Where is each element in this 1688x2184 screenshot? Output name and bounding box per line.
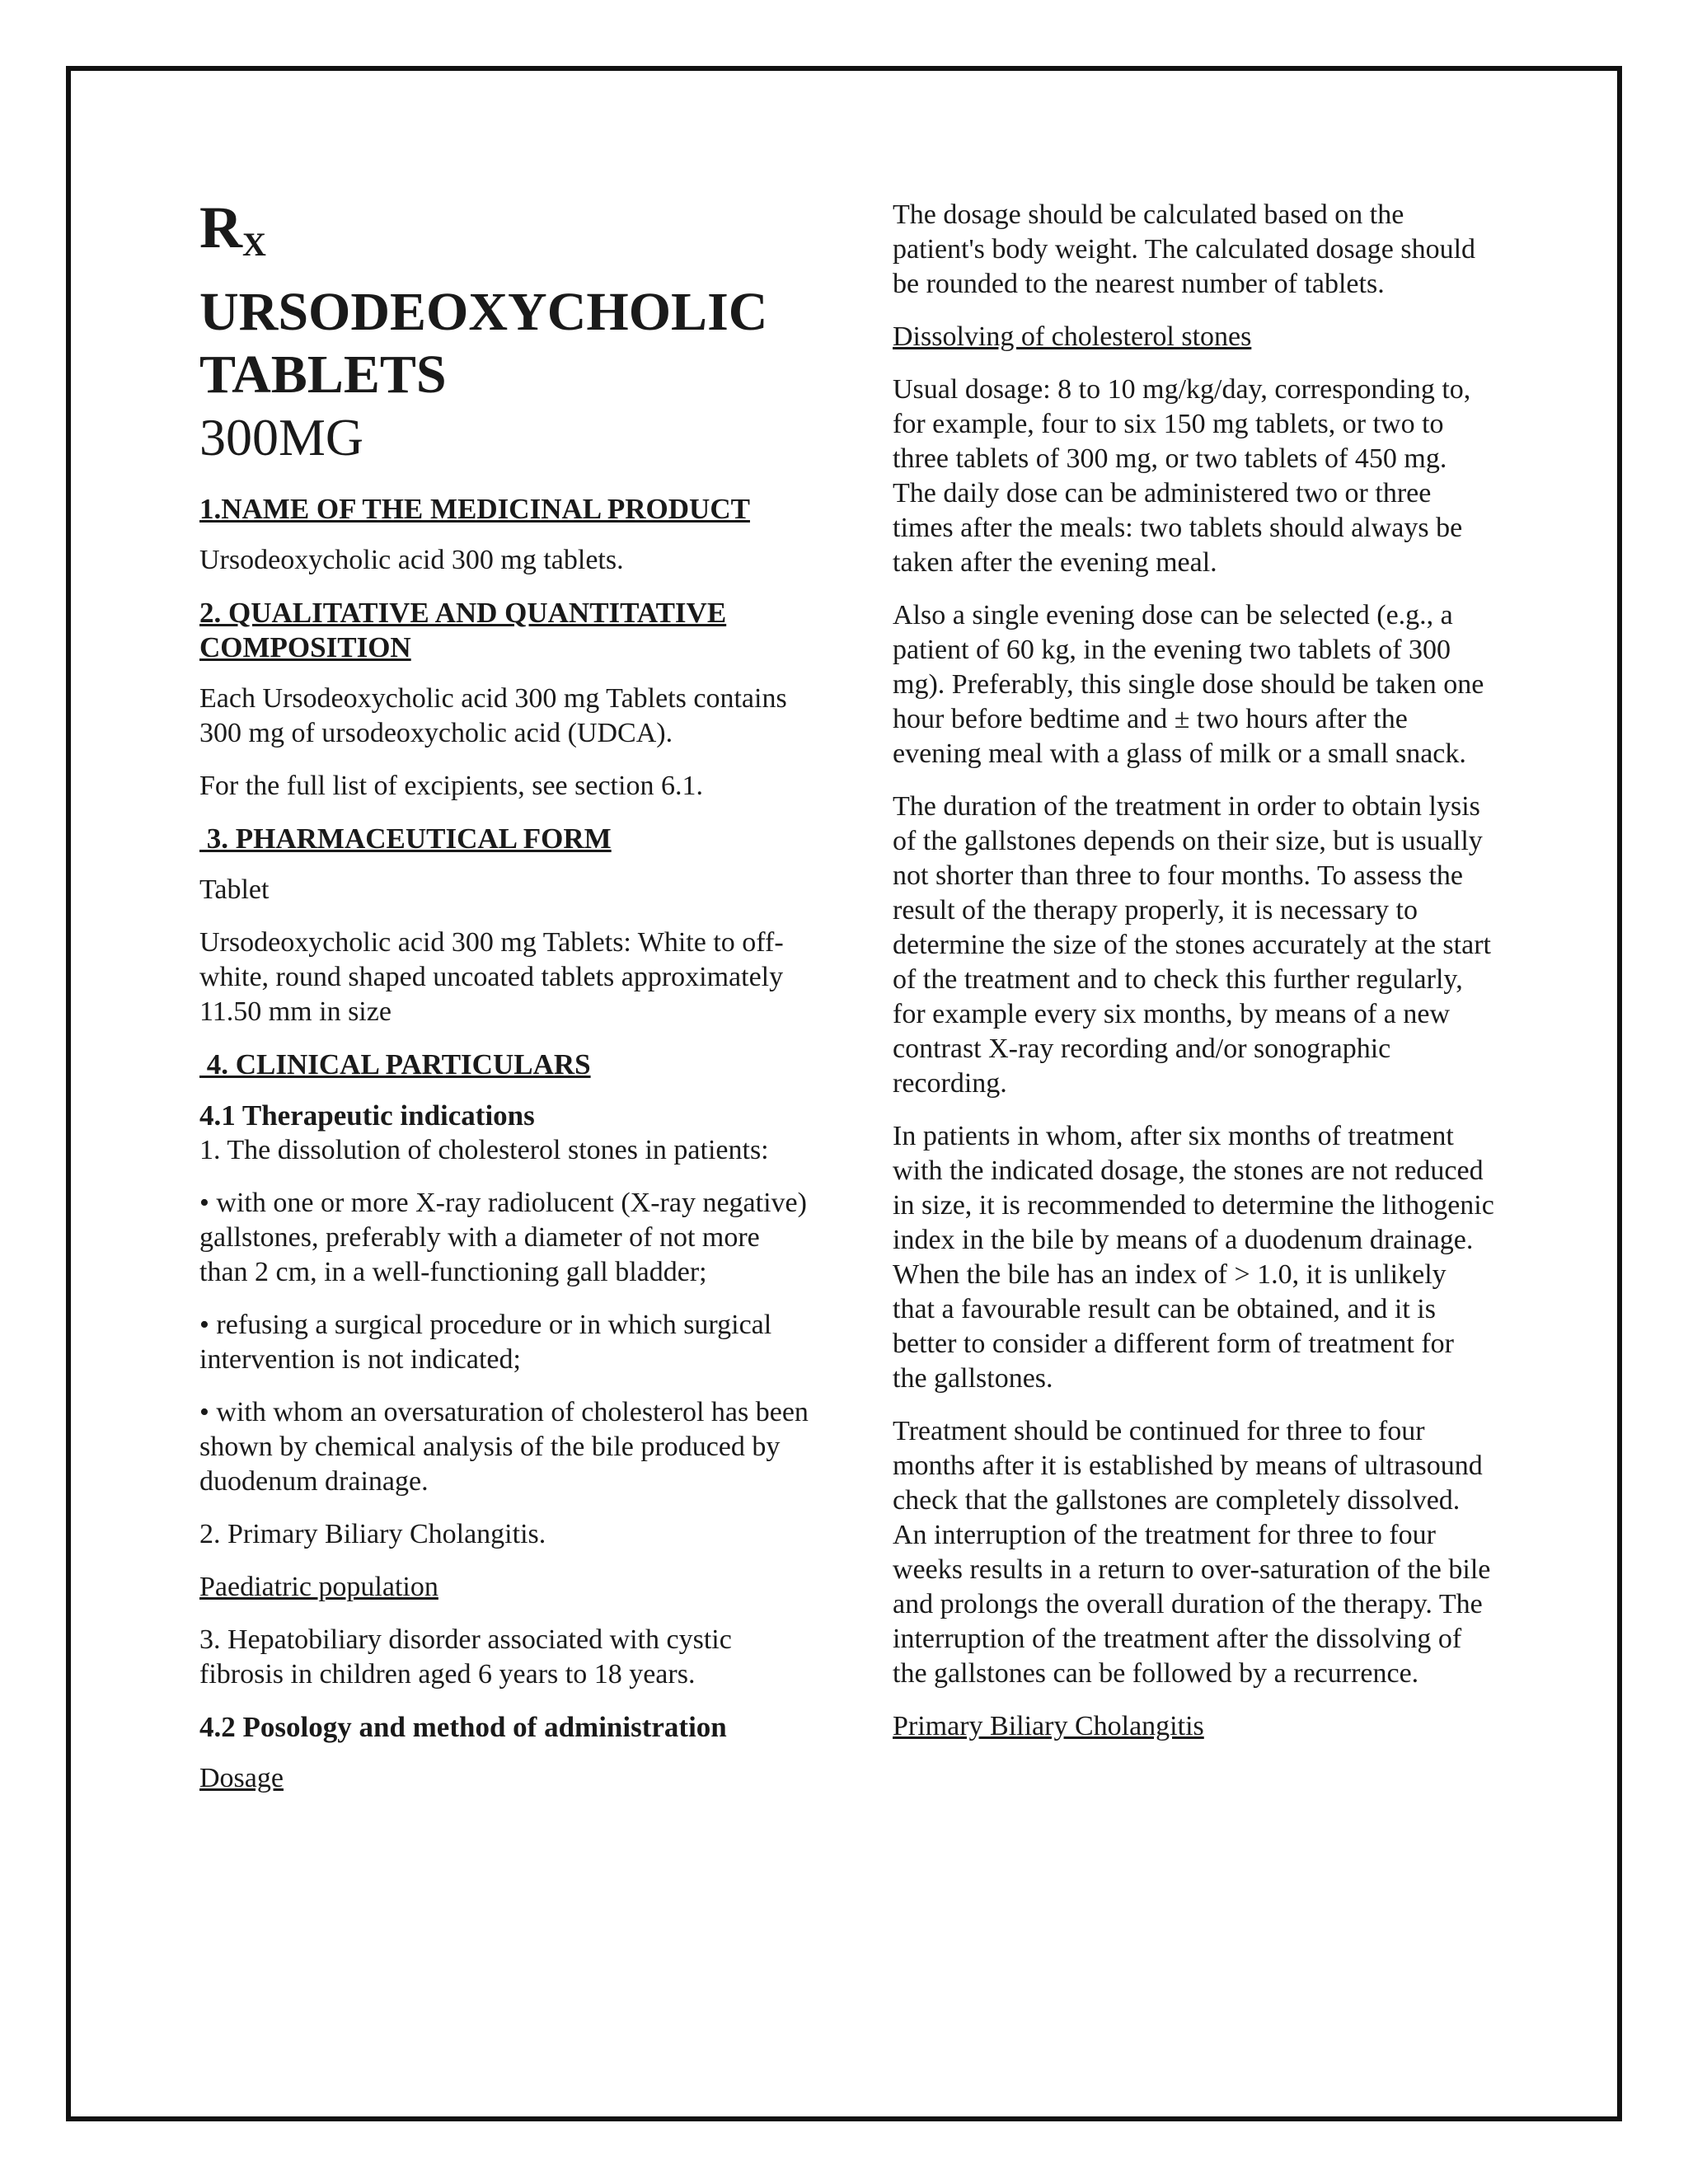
product-name-line1: URSODEOXYCHOLIC [199,282,768,342]
bullet-3: • with whom an oversaturation of cholesterol has been shown by chemical analysis of the bile produced by duodenum drainage. [199,1397,809,1497]
rx-main: R [199,194,242,260]
section-4-2-heading: 4.2 Posology and method of administration [199,1711,727,1743]
usual-dosage-paragraph: Usual dosage: 8 to 10 mg/kg/day, corresponding to, for example, four to six 150 mg tablets, or two to three tablets of 300 mg, or two tablets of 450 mg. The daily dose can be administered two or three times after the meals: two tablets should always be taken after the evening meal. [893,374,1471,578]
dissolving-heading: Dissolving of cholesterol stones [893,321,1252,352]
duration-paragraph: The duration of the treatment in order to obtain lysis of the gallstones depends on their size, but is usually not shorter than three to four months. To assess the result of the therapy properly, it is necessary to determine the size of the stones accurately at the start of the treatment and to check this further regularly, for example every six months, by means of a new contrast X-ray recording and/or sonographic recording. [893,791,1491,1099]
single-dose-paragraph: Also a single evening dose can be selected (e.g., a patient of 60 kg, in the evening two tablets of 300 mg). Preferably, this single dose should be taken one hour before bedtime and ± two hours after the evening meal with a glass of milk or a small snack. [893,600,1484,769]
section-1-heading: 1.NAME OF THE MEDICINAL PRODUCT [199,493,750,525]
section-4-1-text-3: 3. Hepatobiliary disorder associated with cystic fibrosis in children aged 6 years to 18 years. [199,1624,732,1690]
dosage-paragraph: The dosage should be calculated based on the patient's body weight. The calculated dosage should be rounded to the nearest number of tablets. [893,199,1476,299]
bullet-2: • refusing a surgical procedure or in which surgical intervention is not indicated; [199,1310,772,1375]
product-strength: 300MG [199,408,364,466]
section-4-1-text-1: 1. The dissolution of cholesterol stones in patients: [199,1135,769,1165]
product-name-line2: TABLETS [199,344,447,405]
rx-symbol [199,194,809,263]
continuation-paragraph: Treatment should be continued for three to four months after it is established by means of ultrasound check that the gallstones are completely dissolved. An interruption of the treatment for three to four weeks results in a return to over-saturation of the bile and prolongs the overall duration of the therapy. The interruption of the treatment after the dissolving of the gallstones can be followed by a recurrence. [893,1416,1491,1689]
dosage-heading: Dosage [199,1763,284,1793]
section-2-heading: 2. QUALITATIVE AND QUANTITATIVE COMPOSITION [199,597,727,663]
section-3-heading: 3. PHARMACEUTICAL FORM [199,823,612,855]
section-1-text: Ursodeoxycholic acid 300 mg tablets. [199,545,624,575]
pbc-heading: Primary Biliary Cholangitis [893,1711,1204,1741]
section-4-1-heading: 4.1 Therapeutic indications [199,1099,535,1132]
left-column [199,194,809,1814]
section-3-text-2: Ursodeoxycholic acid 300 mg Tablets: White to off-white, round shaped uncoated tablets approximately 11.50 mm in size [199,927,784,1027]
bullet-1: • with one or more X-ray radiolucent (X-ray negative) gallstones, preferably with a diameter of not more than 2 cm, in a well-functioning gall bladder; [199,1188,807,1287]
section-4-heading: 4. CLINICAL PARTICULARS [199,1048,591,1080]
right-column [893,198,1494,1762]
section-4-1-text-2: 2. Primary Biliary Cholangitis. [199,1519,546,1549]
lithogenic-paragraph: In patients in whom, after six months of treatment with the indicated dosage, the stones are not reduced in size, it is recommended to determine the lithogenic index in the bile by means of a duodenum drainage. When the bile has an index of > 1.0, it is unlikely that a favourable result can be obtained, and it is better to consider a different form of treatment for the gallstones. [893,1121,1494,1394]
paediatric-heading: Paediatric population [199,1572,438,1602]
section-2-text-2: For the full list of excipients, see section 6.1. [199,771,703,801]
section-2-text-1: Each Ursodeoxycholic acid 300 mg Tablets contains 300 mg of ursodeoxycholic acid (UDCA). [199,683,787,748]
section-3-text-1: Tablet [199,874,270,905]
rx-sub: X [242,226,266,263]
